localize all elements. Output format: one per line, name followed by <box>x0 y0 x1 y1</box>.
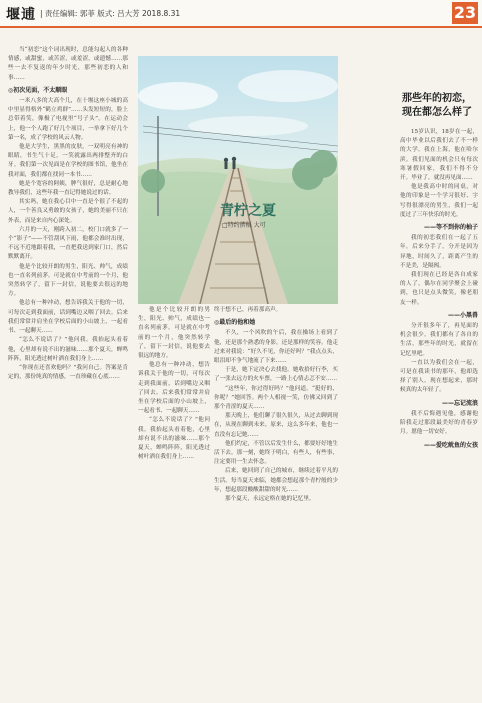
page-header <box>0 0 482 28</box>
middle-lead: 终于想不已，再着那高声。 <box>214 307 282 313</box>
middle-paragraph: 他们约定，不管以后发生什么，都要好好地生活下去。那一刻，她终于明白，有些人，有些事，注定要用一生去怀念。 <box>214 440 338 466</box>
middle-paragraph: 不久，一个风吹的午后，我在操场上看到了他，还是那个熟悉的身影，还是那样的笑容。他走过来对我说：“好久不见，你还好吗？”我点点头，眼泪却不争气地流了下来…… <box>214 330 338 365</box>
right-column <box>400 128 478 698</box>
center-paragraph: 他是个比较开朗的男生，阳光、帅气，成绩也一直名列前茅。可是就在中考前的一个月，他突然转学了，留下一封信，说他要去很远的地方。 <box>138 307 210 360</box>
right-paragraph: 我的初恋我们在一起了五年，后来分手了。分开是因为异地，时间久了，距离产生的不是美，是隔阂。 <box>400 235 478 269</box>
section-title-first-meeting: ◎初次见面，不太顺眼 <box>8 86 68 94</box>
center-paragraph: “怎么不说话了？”他问我。我抬起头看着他，心里却有说不出的滋味……那个夏天，蝉鸣阵阵，阳光透过树叶洒在我们身上…… <box>138 417 210 461</box>
middle-paragraph: 于是，她下定决心去找他。她收拾好行李，买了一张去远方的火车票，一路上心情忐忑不安…… <box>214 367 338 383</box>
middle-column <box>214 306 338 698</box>
left-paragraph: 他是个比较开朗的男生，阳光、帅气，成绩也一直名列前茅。可是就在中考前的一个月，他突然转学了，留下一封信，说他要去很远的地方。 <box>8 263 128 298</box>
feature-title-line2: 现在都怎么样了 <box>402 107 472 118</box>
right-paragraph: 15岁认识，18岁在一起，高中毕业以后我们去了不一样的大学。我在上海，他在哈尔滨。我们见面的机会只有每次寒暑假回家，我们不得不分开。毕业了，就没再见面…… <box>400 129 478 182</box>
feature-title <box>402 92 480 120</box>
left-paragraph: 他是大学生，黑黑的皮肤，一双明亮有神的眼睛，书生气十足，一笑就露出两排整齐的白牙。我们第一次见面是在学校的图书馆，他坐在我对面，我们都在找同一本书…… <box>8 144 128 178</box>
middle-paragraph: 那天晚上，他们聊了很久很久，从过去聊到现在，从现在聊到未来。原来，这么多年来，他也一直没有忘记她…… <box>214 413 338 438</box>
center-left-column <box>138 306 210 698</box>
right-paragraph: 一直以为我们会在一起，可是在我读书的那年，他却选择了别人。现在想起来，那时候真的太年轻了。 <box>400 359 478 394</box>
left-paragraph: 她是个宽容的阿姨，脾气很好，总是耐心地教导我们，这些年我一直记得她说过的话。 <box>8 180 128 197</box>
middle-paragraph: 后来，她回到了自己的城市，继续过着平凡的生活。每当夏天来临，她都会想起那个青柠般的少年，想起那段酸酸甜甜的时光…… <box>214 468 338 493</box>
left-paragraph: 六月的一天，刚跨入初二，校门口就多了一个“影子”——不管刮风下雨，他都会准时出现，不远不近地跟着我，一直把我送到家门口，然后默默离开。 <box>8 226 128 261</box>
section-title-last: ◎最后的他和她 <box>214 319 256 327</box>
right-paragraph: 我们现在已经是各自成家的人了，偶尔在同学聚会上碰到，也只是点头微笑，像老朋友一样。 <box>400 272 478 306</box>
article-author: □特约撰稿 大可 <box>222 222 266 229</box>
left-paragraph: “你现在还喜欢他吗？”我问自己。答案是肯定的，那份纯真的情感，一直珍藏在心底…… <box>8 364 128 381</box>
signature: ——等不到你的柚子 <box>423 224 478 232</box>
intro-paragraph: 当“初恋”这个词出现时，总能勾起人的各种情感，或甜蜜，或苦涩，或羞涩，或遗憾……那些一去不复返的年少时光，那些初恋的人和事…… <box>8 47 128 81</box>
right-paragraph: 我不后悔遇见他，感谢他陪我走过那段最美好的青春岁月。愿他一切安好。 <box>400 410 478 436</box>
page-number: 23 <box>453 3 477 22</box>
right-paragraph: 他是我高中时的同桌，对他的印象是一个学习很好、字写得很漂亮的男生，我们一起度过了三年快乐的时光。 <box>400 184 478 218</box>
center-paragraph: 他总有一种冲动，想告诉我关于他的一切，可每次走到我面前，话到嘴边又咽了回去。后来我们常常并肩坐在学校后面的小山坡上，一起看书、一起聊天…… <box>138 362 210 415</box>
signature: ——忘记流浪 <box>441 399 478 407</box>
left-paragraph: 他总有一种冲动，想告诉我关于他的一切，可每次走到我面前，话到嘴边又咽了回去。后来我们常常并肩坐在学校后面的小山坡上，一起看书、一起聊天…… <box>8 300 128 335</box>
signature: ——小黑兽 <box>447 311 478 319</box>
hero-illustration <box>138 56 338 304</box>
middle-paragraph: “这些年，你过得好吗？”他问道。“挺好的，你呢？”她回答。两个人相视一笑，仿佛又回到了那个青涩的夏天…… <box>214 385 338 411</box>
signature: ——爱吃鱿鱼的女孩 <box>423 441 478 449</box>
column-logo: 堰逋 <box>6 7 36 23</box>
left-column <box>8 46 128 696</box>
left-paragraph: 一米八多的大高个儿，在十堰这座小城的高中里显得格外“鹤立鸡群”……头发短短的，脸上总带着笑，像极了电视里“号子头”。在运动会上，他一个人跑了好几个项目，一举拿下好几个第一名，成了学校的风云人物。 <box>8 98 128 141</box>
feature-title-line1: 那些年的初恋， <box>402 93 472 104</box>
article-title: 青柠之夏 <box>220 203 276 219</box>
left-paragraph: “怎么不说话了？”他问我。我抬起头看着他，心里却有说不出的滋味……那个夏天，蝉鸣阵阵，阳光透过树叶洒在我们身上…… <box>8 337 128 362</box>
railway-scene-image <box>138 56 338 304</box>
right-paragraph: 分开很多年了，再见面的机会很少。我们都有了各自的生活，那些年的时光，就留在记忆里吧。 <box>400 323 478 357</box>
middle-paragraph: 那个夏天，永远定格在她的记忆里。 <box>225 496 315 503</box>
left-paragraph: 其实吗，她在我心目中一直是个很了不起的人，一个善良又勇敢的女孩子，她的美丽不只在外表，而是来自内心深处。 <box>8 199 128 224</box>
editor-info: | 责任编辑: 郭菲 版式: 吕大芳 2018.8.31 <box>40 9 181 18</box>
